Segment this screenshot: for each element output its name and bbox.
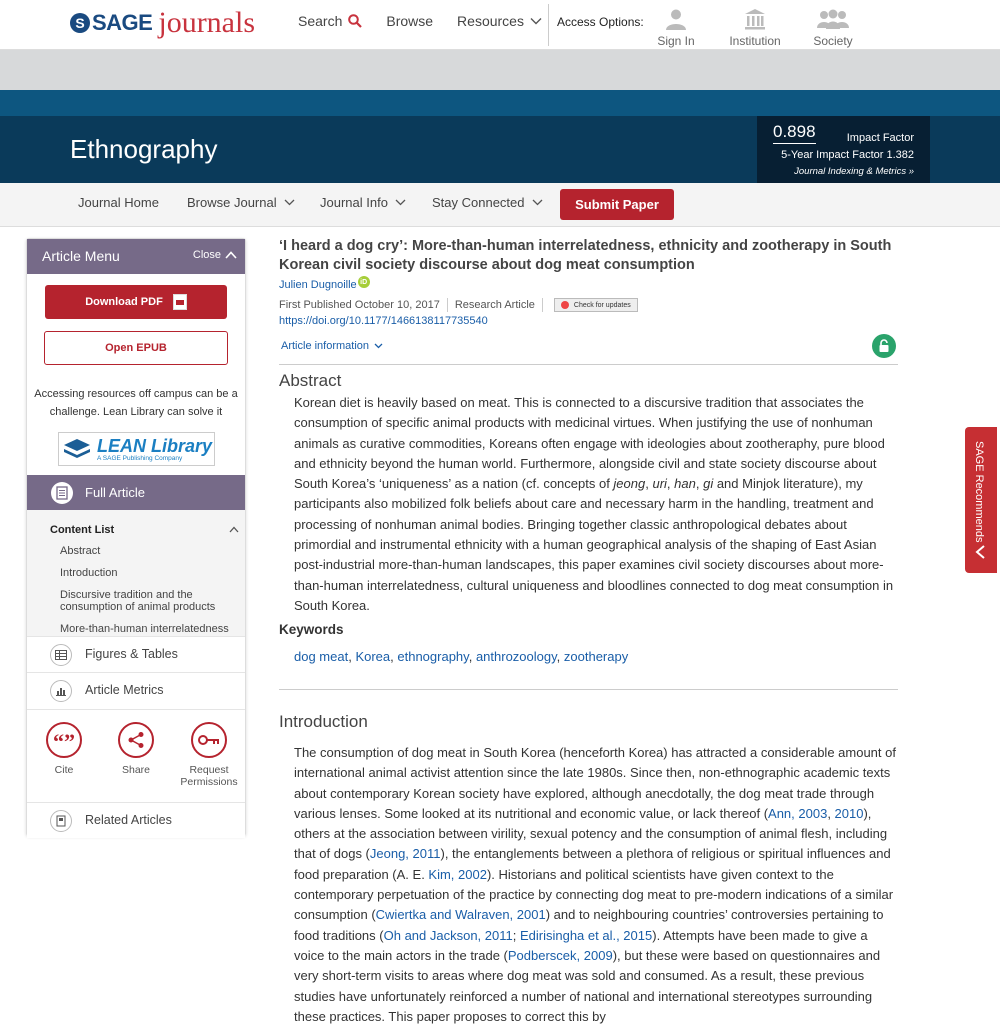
published-date: First Published October 10, 2017 xyxy=(279,299,440,311)
pub-separator xyxy=(447,298,448,312)
subnav-journal-info-label: Journal Info xyxy=(320,195,388,210)
header-divider xyxy=(548,4,549,46)
logo-journals-text: journals xyxy=(158,6,256,39)
share-tool[interactable] xyxy=(101,722,171,776)
journal-metrics xyxy=(757,116,930,183)
lean-library-logo-subtext: A SAGE Publishing Company xyxy=(97,454,183,462)
article-tools xyxy=(27,709,245,801)
nav-resources[interactable] xyxy=(457,13,542,29)
table-icon xyxy=(50,644,72,666)
download-pdf-label: Download PDF xyxy=(85,296,163,308)
chevron-down-icon xyxy=(374,343,383,349)
keywords-list: dog meat, Korea, ethnography, anthrozoology, zootherapy xyxy=(294,649,629,664)
subnav-browse-journal[interactable] xyxy=(187,195,295,210)
subnav-stay-connected[interactable] xyxy=(432,195,543,210)
crossmark-icon xyxy=(561,301,569,309)
institution-label: Institution xyxy=(729,34,781,48)
ad-banner-area xyxy=(0,50,1000,90)
article-information-toggle[interactable] xyxy=(281,340,383,352)
journal-indexing-link[interactable]: Journal Indexing & Metrics » xyxy=(794,166,914,177)
society-icon xyxy=(817,8,849,30)
divider xyxy=(279,689,898,690)
abstract-text: Korean diet is heavily based on meat. This is connected to a discursive tradition that associates the consumption of specific animal products with medicinal virtues. When justifying the use of nonhuman animals as curative commodities, Koreans often engage with ideologies about zootheraphy, pure blood and ethnicity beyond the human world. Furthermore, alongside civil and state society discourse about South Korea’s ‘uniqueness’ as a nation (cf. concepts of jeong, uri, han, gi and Minjok literature), my participants also mobilized folk beliefs about care and necessary harm in the handling, treatment and processing of nonhuman animal bodies. Bringing together classic anthropological debates about primordial and instrumental ethnicity with a human geographical analysis of the shaping of East Asian post-industrial more-than-human landscapes, this paper examines civil society discourses about more-than-human interrelatedness, cultural uniqueness and bloodlines connected to dog meat consumption in South Korea. xyxy=(294,395,894,613)
sign-in-option[interactable] xyxy=(641,8,711,48)
key-icon xyxy=(191,722,227,758)
nav-resources-label: Resources xyxy=(457,13,524,29)
subnav-journal-home[interactable] xyxy=(78,195,159,210)
nav-browse[interactable] xyxy=(386,13,433,29)
document-icon xyxy=(51,482,73,504)
doi-link[interactable]: https://doi.org/10.1177/1466138117735540 xyxy=(279,315,488,327)
article-content xyxy=(279,237,899,1024)
article-author xyxy=(279,279,899,291)
open-epub-button[interactable]: Open EPUB xyxy=(44,331,228,365)
figures-tables-label: Figures & Tables xyxy=(85,647,178,661)
share-icon xyxy=(118,722,154,758)
orcid-icon[interactable]: iD xyxy=(358,276,370,288)
subnav-journal-home-label: Journal Home xyxy=(78,195,159,210)
author-name[interactable]: Julien Dugnoille xyxy=(279,279,357,291)
abstract-heading: Abstract xyxy=(279,371,342,390)
sign-in-label: Sign In xyxy=(657,34,695,48)
nav-search[interactable] xyxy=(298,13,362,29)
content-list xyxy=(27,510,245,636)
search-icon xyxy=(348,14,362,28)
close-label: Close xyxy=(192,249,221,261)
chevron-up-icon xyxy=(225,251,237,259)
subnav-stay-connected-label: Stay Connected xyxy=(432,195,525,210)
lean-library-text: Accessing resources off campus can be a challenge. Lean Library can solve it xyxy=(34,388,238,418)
keyword-link[interactable]: dog meat xyxy=(294,649,349,664)
cite-label: Cite xyxy=(54,764,74,776)
figures-tables-tab[interactable] xyxy=(27,636,245,672)
content-list-item-discursive-tradition[interactable]: Discursive tradition and the consumption of animal products xyxy=(60,589,216,613)
article-menu-title: Article Menu xyxy=(42,248,120,264)
user-icon xyxy=(665,8,687,30)
share-label: Share xyxy=(121,764,151,776)
submit-paper-button[interactable]: Submit Paper xyxy=(560,189,674,220)
access-options-label: Access Options: xyxy=(557,15,644,29)
institution-option[interactable] xyxy=(720,8,790,48)
introduction-heading: Introduction xyxy=(279,712,368,731)
journal-title[interactable]: Ethnography xyxy=(70,134,218,164)
article-menu-header xyxy=(27,239,245,274)
chevron-down-icon xyxy=(284,199,295,206)
top-nav xyxy=(298,13,566,29)
sage-recommends-label: SAGE Recommends xyxy=(973,441,985,543)
publication-info xyxy=(279,298,899,312)
keyword-link[interactable]: Korea xyxy=(355,649,391,664)
check-for-updates-button[interactable] xyxy=(554,298,638,312)
institution-icon xyxy=(744,8,766,30)
content-list-title[interactable]: Content List xyxy=(50,524,115,536)
chevron-down-icon xyxy=(532,199,543,206)
introduction-text: The consumption of dog meat in South Korea (henceforth Korea) has attracted a considerable amount of international animal activist attention since the late 1980s. Since then, non-ethnographic academic texts about contemporary Korean society have explored, although anecdotally, the dog meat trade through various lenses. Some looked at its nutritional and economic value, or lack thereof (Ann, 2003, 2010), others at the association between virility, sexual potency and the consumption of animal flesh, including that of dogs (Jeong, 2011), the entanglements between a plethora of religious or spiritual influences and food preparation (A. E. Kim, 2002). Historians and political scientists have given context to the contemporary perpetuation of the practice by connecting dog meat to pre-modern indications of a similar consumption (Cwiertka and Walraven, 2001) and to neighbouring countries’ controversies pertaining to food traditions (Oh and Jackson, 2011; Edirisingha et al., 2015). Attempts have been made to give a voice to the main actors in the trade (Podberscek, 2009), but these were based on questionnaires and very short-term visits to areas where dog meat was sold and consumed. As a result, these previous studies have unfortunately reinforced a number of national and international stereotypes surrounding these practices. This paper proposes to correct this by xyxy=(294,745,896,1024)
pdf-file-icon xyxy=(173,294,187,310)
content-list-item-introduction[interactable]: Introduction xyxy=(60,567,118,579)
logo-sage-text: SAGE xyxy=(92,10,153,35)
keyword-link[interactable]: anthrozoology xyxy=(475,649,557,664)
subnav-browse-journal-label: Browse Journal xyxy=(187,195,277,210)
journal-subnav xyxy=(0,183,1000,227)
article-type: Research Article xyxy=(454,299,535,311)
divider xyxy=(279,364,898,365)
journal-band-top xyxy=(0,90,1000,116)
check-for-updates-label: Check for updates xyxy=(573,301,631,309)
sage-journals-logo[interactable] xyxy=(70,6,255,40)
keyword-link[interactable]: ethnography xyxy=(397,649,469,664)
lean-library-logo-text: LEAN Library xyxy=(97,435,213,456)
chevron-down-icon xyxy=(530,17,542,25)
keyword-link[interactable]: zootherapy xyxy=(563,649,629,664)
article-metrics-label: Article Metrics xyxy=(85,683,164,697)
full-article-label: Full Article xyxy=(85,485,145,500)
article-menu xyxy=(26,238,246,836)
article-metrics-tab[interactable] xyxy=(27,672,245,708)
nav-browse-label: Browse xyxy=(386,13,434,29)
pub-separator xyxy=(542,298,543,312)
impact-factor-label: Impact Factor xyxy=(846,132,914,144)
content-list-item-more-than-human[interactable]: More-than-human interrelatedness xyxy=(60,623,229,635)
chevron-left-icon xyxy=(974,545,986,559)
open-access-lock-icon xyxy=(872,334,896,358)
keywords-heading: Keywords xyxy=(279,622,344,637)
subnav-journal-info[interactable] xyxy=(320,195,406,210)
article-title: ‘I heard a dog cry’: More-than-human interrelatedness, ethnicity and zootherapy in South Korean civil society discourse about dog meat consumption xyxy=(279,238,892,273)
cite-tool[interactable] xyxy=(29,722,99,776)
society-option[interactable] xyxy=(798,8,868,48)
related-document-icon xyxy=(50,810,72,832)
bar-chart-icon xyxy=(50,680,72,702)
sage-logo-mark: S xyxy=(70,13,90,33)
content-list-item-abstract[interactable]: Abstract xyxy=(60,545,101,557)
article-information-label: Article information xyxy=(281,340,370,352)
lean-library-books-icon xyxy=(63,437,91,461)
sage-recommends-tab[interactable] xyxy=(965,427,997,573)
related-articles-label: Related Articles xyxy=(85,813,172,827)
impact-factor-value: 0.898 xyxy=(773,122,816,144)
download-pdf-button[interactable] xyxy=(45,285,227,319)
society-label: Society xyxy=(813,34,853,48)
lean-library-logo[interactable] xyxy=(58,432,215,466)
article-menu-close[interactable] xyxy=(193,249,237,261)
nav-search-label: Search xyxy=(298,13,343,29)
five-year-impact-factor: 5-Year Impact Factor 1.382 xyxy=(781,149,914,161)
request-permissions-label: Request Permissions xyxy=(180,764,238,788)
request-permissions-tool[interactable] xyxy=(174,722,244,788)
top-header xyxy=(0,0,1000,50)
related-articles-tab[interactable] xyxy=(27,802,245,838)
chevron-down-icon xyxy=(395,199,406,206)
quote-icon xyxy=(46,722,82,758)
full-article-tab[interactable] xyxy=(27,475,245,510)
chevron-up-icon[interactable] xyxy=(229,526,239,533)
svg-text:“”: “” xyxy=(53,729,75,754)
